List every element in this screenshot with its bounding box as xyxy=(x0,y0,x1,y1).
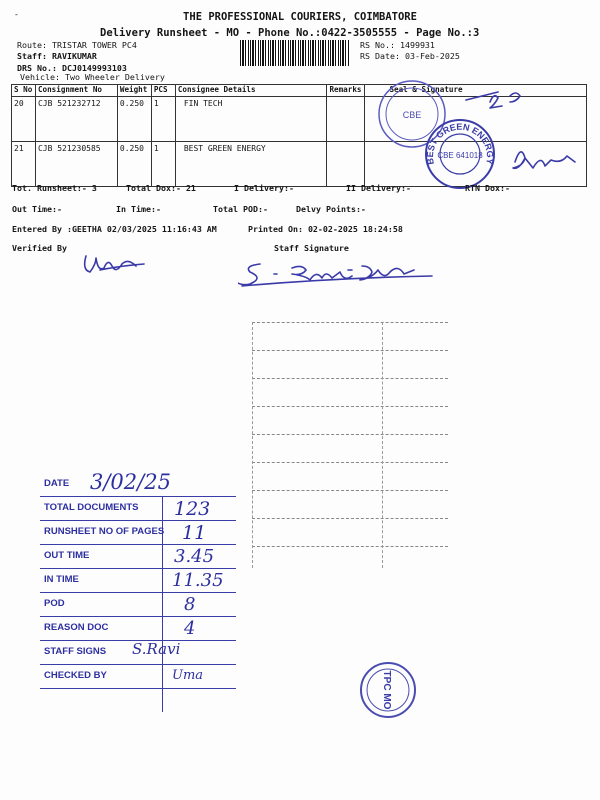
cell-pcs: 1 xyxy=(151,97,175,142)
runsheet-title: Delivery Runsheet - MO - Phone No.:0422-3505555 - Page No.:3 xyxy=(100,27,480,39)
drs-number: DRS No.: DCJ0149993103 xyxy=(17,63,127,73)
corner-mark: - xyxy=(14,10,19,19)
stamp-row-reason-doc xyxy=(40,616,236,641)
col-seal-signature: Seal & Signature xyxy=(365,85,587,97)
faint-stamp-bleedthrough xyxy=(252,322,448,568)
col-consignee: Consignee Details xyxy=(175,85,327,97)
stamp-label: STAFF SIGNS xyxy=(44,646,107,657)
best-green-energy-seal xyxy=(425,120,495,188)
col-sno: S No xyxy=(12,85,36,97)
stamp-label: RUNSHEET NO OF PAGES xyxy=(44,526,165,537)
stamp-value: 3.45 xyxy=(174,546,215,567)
stamp-row-out-time xyxy=(40,544,236,569)
stamp-label: IN TIME xyxy=(44,574,79,585)
company-name: THE PROFESSIONAL COURIERS, COIMBATORE xyxy=(183,11,417,23)
seal-ring-text: BEST GREEN ENERGY xyxy=(424,121,496,166)
col-pcs: PCS xyxy=(151,85,175,97)
cell-consignment: CJB 521230585 xyxy=(35,142,117,187)
stamp-value: S.Ravi xyxy=(132,640,181,658)
stamp-row-staff-signs xyxy=(40,640,236,665)
seal-cbe-text: CBE xyxy=(402,110,422,120)
verified-by-label: Verified By xyxy=(12,243,67,253)
stamp-value: 3/02/25 xyxy=(90,470,171,494)
stamp-label: REASON DOC xyxy=(44,622,109,633)
cell-consignee: FIN TECH xyxy=(175,97,327,142)
i-delivery: I Delivery:- xyxy=(234,183,294,193)
rtn-dox: RTN Dox:- xyxy=(465,183,510,193)
cell-remarks xyxy=(327,142,365,187)
stamp-label: DATE xyxy=(44,478,70,489)
ii-delivery: II Delivery:- xyxy=(346,183,411,193)
cell-remarks xyxy=(327,97,365,142)
staff-signature xyxy=(238,258,448,290)
barcode xyxy=(240,40,350,66)
total-pod: Total POD:- xyxy=(213,204,268,214)
cell-consignee: BEST GREEN ENERGY xyxy=(175,142,327,187)
stamp-row-in-time xyxy=(40,568,236,593)
rs-number: RS No.: 1499931 xyxy=(360,40,435,50)
seal-stamps xyxy=(370,72,590,197)
delvy-points: Delvy Points:- xyxy=(296,204,366,214)
seal-center-text: CBE 641018 xyxy=(437,151,483,160)
staff-signature-label: Staff Signature xyxy=(274,243,349,253)
stamp-value: 11.35 xyxy=(172,570,224,591)
stamp-value: 8 xyxy=(184,594,196,615)
stamp-label: OUT TIME xyxy=(44,550,90,561)
entered-by: Entered By :GEETHA 02/03/2025 11:16:43 AM xyxy=(12,224,217,234)
route: Route: TRISTAR TOWER PC4 xyxy=(17,40,137,50)
stamp-value: 123 xyxy=(174,498,211,520)
cell-pcs: 1 xyxy=(151,142,175,187)
tot-runsheet: Tot. Runsheet:- 3 xyxy=(12,183,97,193)
stamp-label: CHECKED BY xyxy=(44,670,107,681)
stamp-value: 11 xyxy=(182,522,207,544)
staff: Staff: RAVIKUMAR xyxy=(17,51,97,61)
cell-weight: 0.250 xyxy=(117,97,151,142)
stamp-row-runsheet-pages xyxy=(40,520,236,545)
out-time: Out Time:- xyxy=(12,204,62,214)
stamp-value: Uma xyxy=(172,668,204,683)
stamp-row-pod xyxy=(40,592,236,617)
stamp-row-total-documents xyxy=(40,496,236,521)
stamp-row-checked-by xyxy=(40,664,236,689)
in-time: In Time:- xyxy=(116,204,161,214)
col-consignment: Consignment No xyxy=(35,85,117,97)
tpc-stamp-text: TPC MO xyxy=(381,670,392,710)
handwritten-date xyxy=(466,92,520,108)
total-dox: Total Dox:- 21 xyxy=(126,183,196,193)
stamp-label: POD xyxy=(44,598,65,609)
stamp-label: TOTAL DOCUMENTS xyxy=(44,502,139,513)
stamp-value: 4 xyxy=(184,618,196,639)
col-remarks: Remarks xyxy=(327,85,365,97)
cell-consignment: CJB 521232712 xyxy=(35,97,117,142)
verified-signature xyxy=(80,250,160,280)
col-weight: Weight xyxy=(117,85,151,97)
rs-date: RS Date: 03-Feb-2025 xyxy=(360,51,460,61)
cell-sno: 21 xyxy=(12,142,36,187)
tpc-mo-stamp xyxy=(358,660,418,720)
stamp-row-date xyxy=(40,472,236,497)
vehicle: Vehicle: Two Wheeler Delivery xyxy=(20,72,165,82)
printed-on: Printed On: 02-02-2025 18:24:58 xyxy=(248,224,403,234)
signature-row21 xyxy=(513,152,575,168)
summary-stamp xyxy=(40,472,236,712)
cell-weight: 0.250 xyxy=(117,142,151,187)
cell-sno: 20 xyxy=(12,97,36,142)
